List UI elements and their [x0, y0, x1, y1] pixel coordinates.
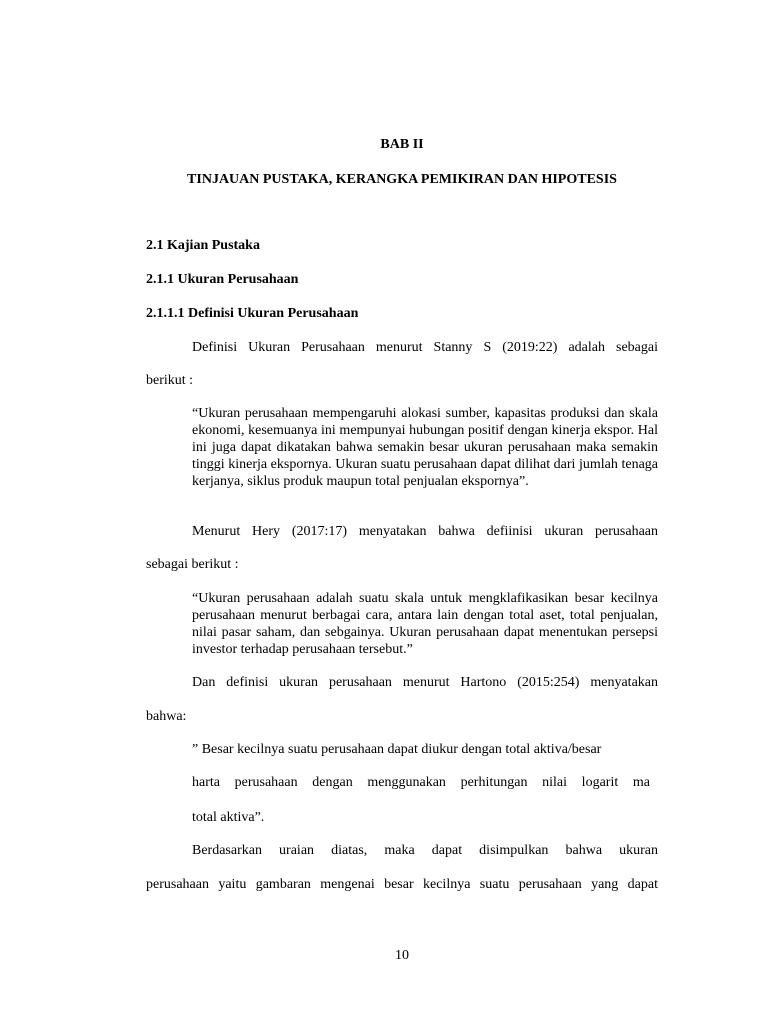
paragraph-2-line-2: sebagai berikut :	[146, 557, 239, 572]
heading-2-1-1-1: 2.1.1.1 Definisi Ukuran Perusahaan	[146, 306, 359, 321]
block-quote-2-text: “Ukuran perusahaan adalah suatu skala untuk mengklafikasikan besar kecilnya perusahaan menurut berbagai cara, antara lain dengan total aset, total penjualan, nilai pasar saham, dan sebgainya. Ukuran perusahaan dapat menentukan persepsi investor terhadap perusahaan tersebut.”	[192, 591, 658, 657]
paragraph-4-line-1: Berdasarkan uraian diatas, maka dapat disimpulkan bahwa ukuran	[192, 843, 658, 858]
quote-3-line-2: harta perusahaan dengan menggunakan perhitungan nilai logarit ma	[192, 775, 650, 790]
page-number: 10	[395, 948, 409, 963]
paragraph-1-line-1: Definisi Ukuran Perusahaan menurut Stanny S (2019:22) adalah sebagai	[192, 340, 658, 355]
block-quote-2	[192, 590, 658, 658]
quote-3-line-3: total aktiva”.	[192, 810, 265, 825]
heading-2-1-1: 2.1.1 Ukuran Perusahaan	[146, 272, 299, 287]
chapter-label: BAB II	[380, 137, 424, 152]
block-quote-1	[192, 405, 658, 490]
heading-2-1: 2.1 Kajian Pustaka	[146, 238, 260, 253]
paragraph-1-line-2: berikut :	[146, 373, 194, 388]
paragraph-3-line-1: Dan definisi ukuran perusahaan menurut Hartono (2015:254) menyatakan	[192, 675, 658, 690]
block-quote-1-text: “Ukuran perusahaan mempengaruhi alokasi sumber, kapasitas produksi dan skala ekonomi, kesemuanya ini mempunyai hubungan positif dengan kinerja ekspor. Hal ini juga dapat dikatakan bahwa semakin besar ukuran perusahaan maka semakin tinggi kinerja ekspornya. Ukuran suatu perusahaan dapat dilihat dari jumlah tenaga kerjanya, siklus produk maupun total penjualan ekspornya”.	[192, 406, 658, 489]
paragraph-2-line-1: Menurut Hery (2017:17) menyatakan bahwa defiinisi ukuran perusahaan	[192, 524, 658, 539]
chapter-title: TINJAUAN PUSTAKA, KERANGKA PEMIKIRAN DAN HIPOTESIS	[187, 172, 617, 187]
paragraph-4-line-2: perusahaan yaitu gambaran mengenai besar kecilnya suatu perusahaan yang dapat	[146, 877, 658, 892]
quote-3-line-1: ” Besar kecilnya suatu perusahaan dapat diukur dengan total aktiva/besar	[192, 742, 602, 757]
paragraph-3-line-2: bahwa:	[146, 709, 187, 724]
